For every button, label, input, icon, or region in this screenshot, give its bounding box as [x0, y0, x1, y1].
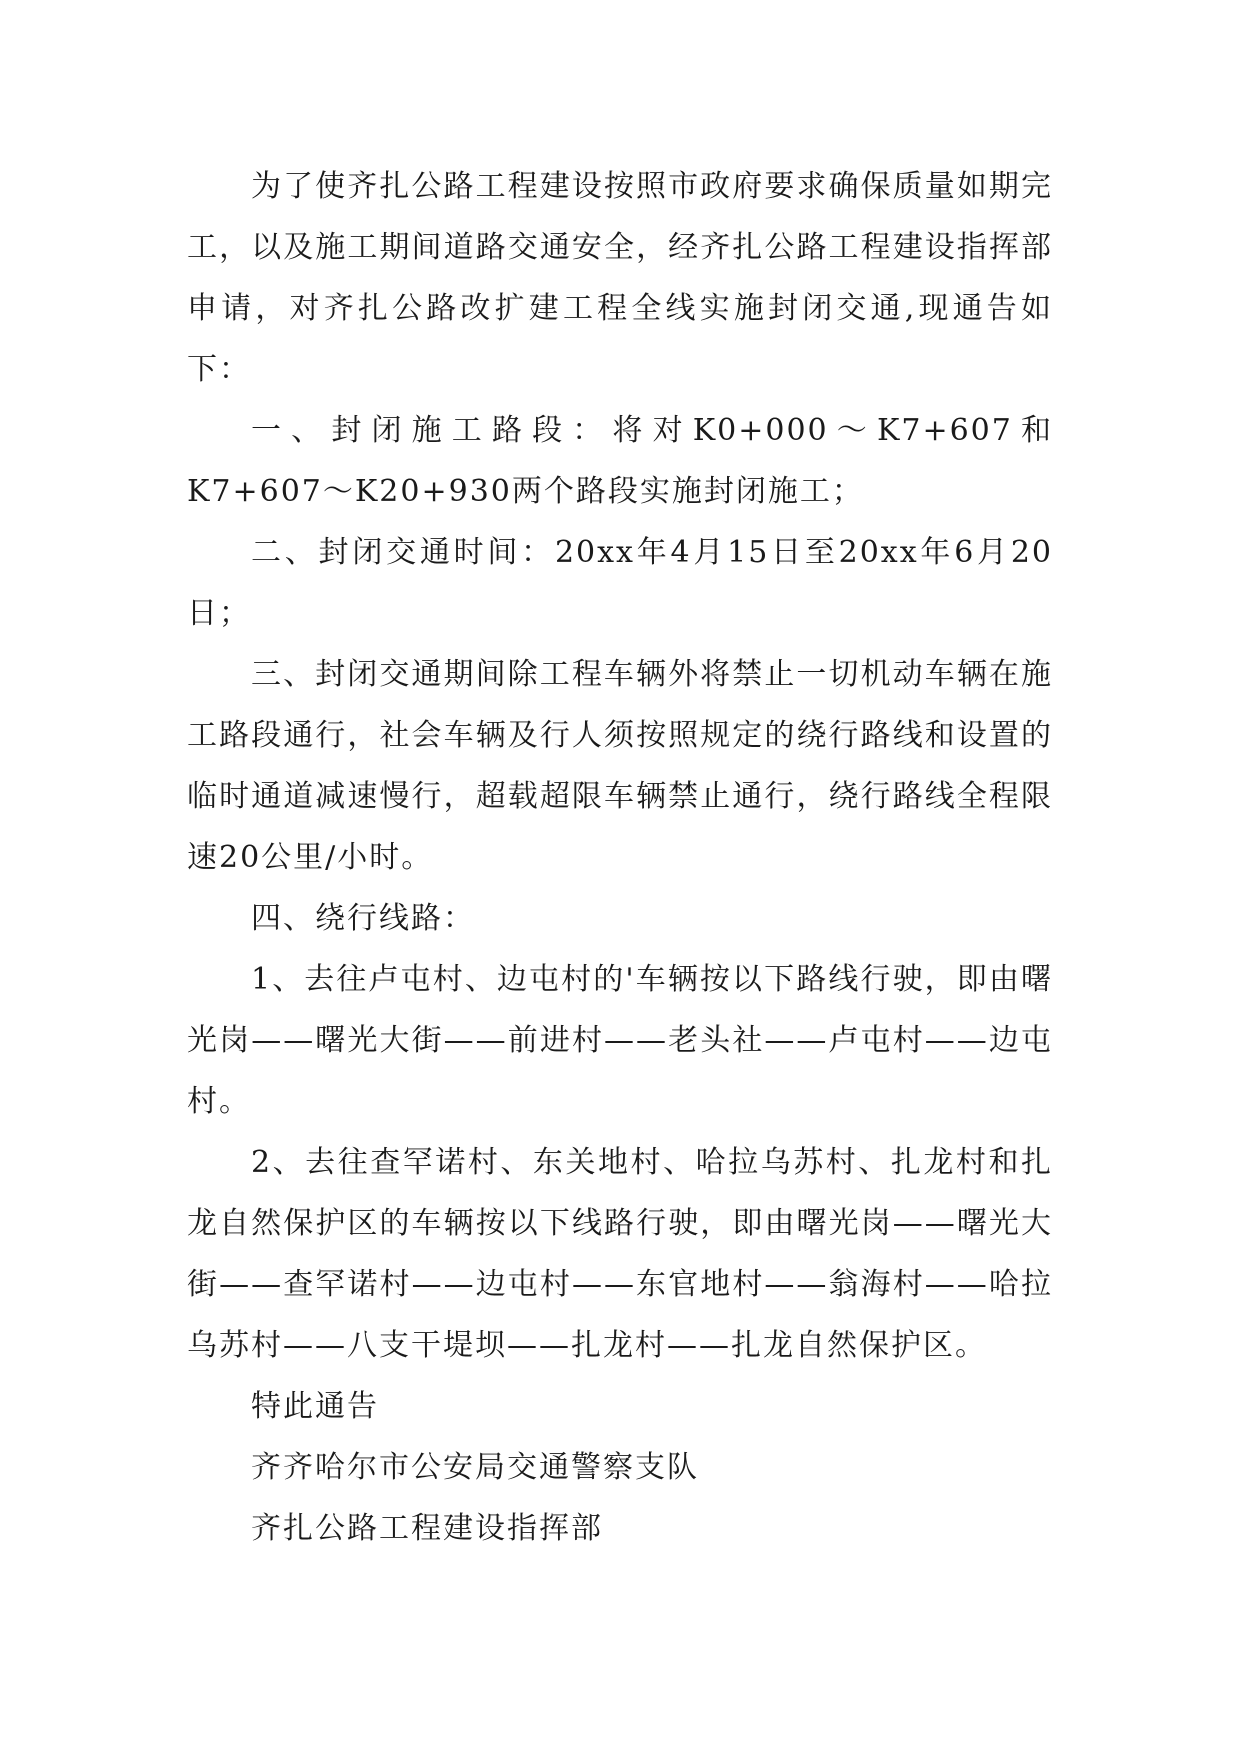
signature-command: 齐扎公路工程建设指挥部: [251, 1511, 603, 1546]
detour-route-1: 1、去往卢屯村、边屯村的'车辆按以下路线行驶，即由曙光岗——曙光大街——前进村——老头社——卢屯村——边屯村。: [187, 962, 1053, 1119]
section-closed-road: 一、封闭施工路段：将对K0+000～K7+607和K7+607～K20+930两个路段实施封闭施工；: [187, 413, 1053, 509]
section-closure-time: 二、封闭交通时间：20xx年4月15日至20xx年6月20日；: [187, 535, 1053, 631]
detour-route-2: 2、去往查罕诺村、东关地村、哈拉乌苏村、扎龙村和扎龙自然保护区的车辆按以下线路行驶，即由曙光岗——曙光大街——查罕诺村——边屯村——东官地村——翁海村——哈拉乌苏村——八支干堤坝——扎龙村——扎龙自然保护区。: [187, 1145, 1053, 1363]
closing-line: 特此通告: [251, 1389, 379, 1424]
signature-police: 齐齐哈尔市公安局交通警察支队: [251, 1450, 699, 1485]
section-traffic-rules: 三、封闭交通期间除工程车辆外将禁止一切机动车辆在施工路段通行，社会车辆及行人须按照规定的绕行路线和设置的临时通道减速慢行，超载超限车辆禁止通行，绕行路线全程限速20公里/小时。: [187, 657, 1053, 875]
intro-paragraph: 为了使齐扎公路工程建设按照市政府要求确保质量如期完工，以及施工期间道路交通安全，经齐扎公路工程建设指挥部申请，对齐扎公路改扩建工程全线实施封闭交通,现通告如下：: [187, 169, 1053, 387]
section-detour-heading: 四、绕行线路：: [251, 901, 475, 936]
document-body: [187, 156, 1053, 1559]
